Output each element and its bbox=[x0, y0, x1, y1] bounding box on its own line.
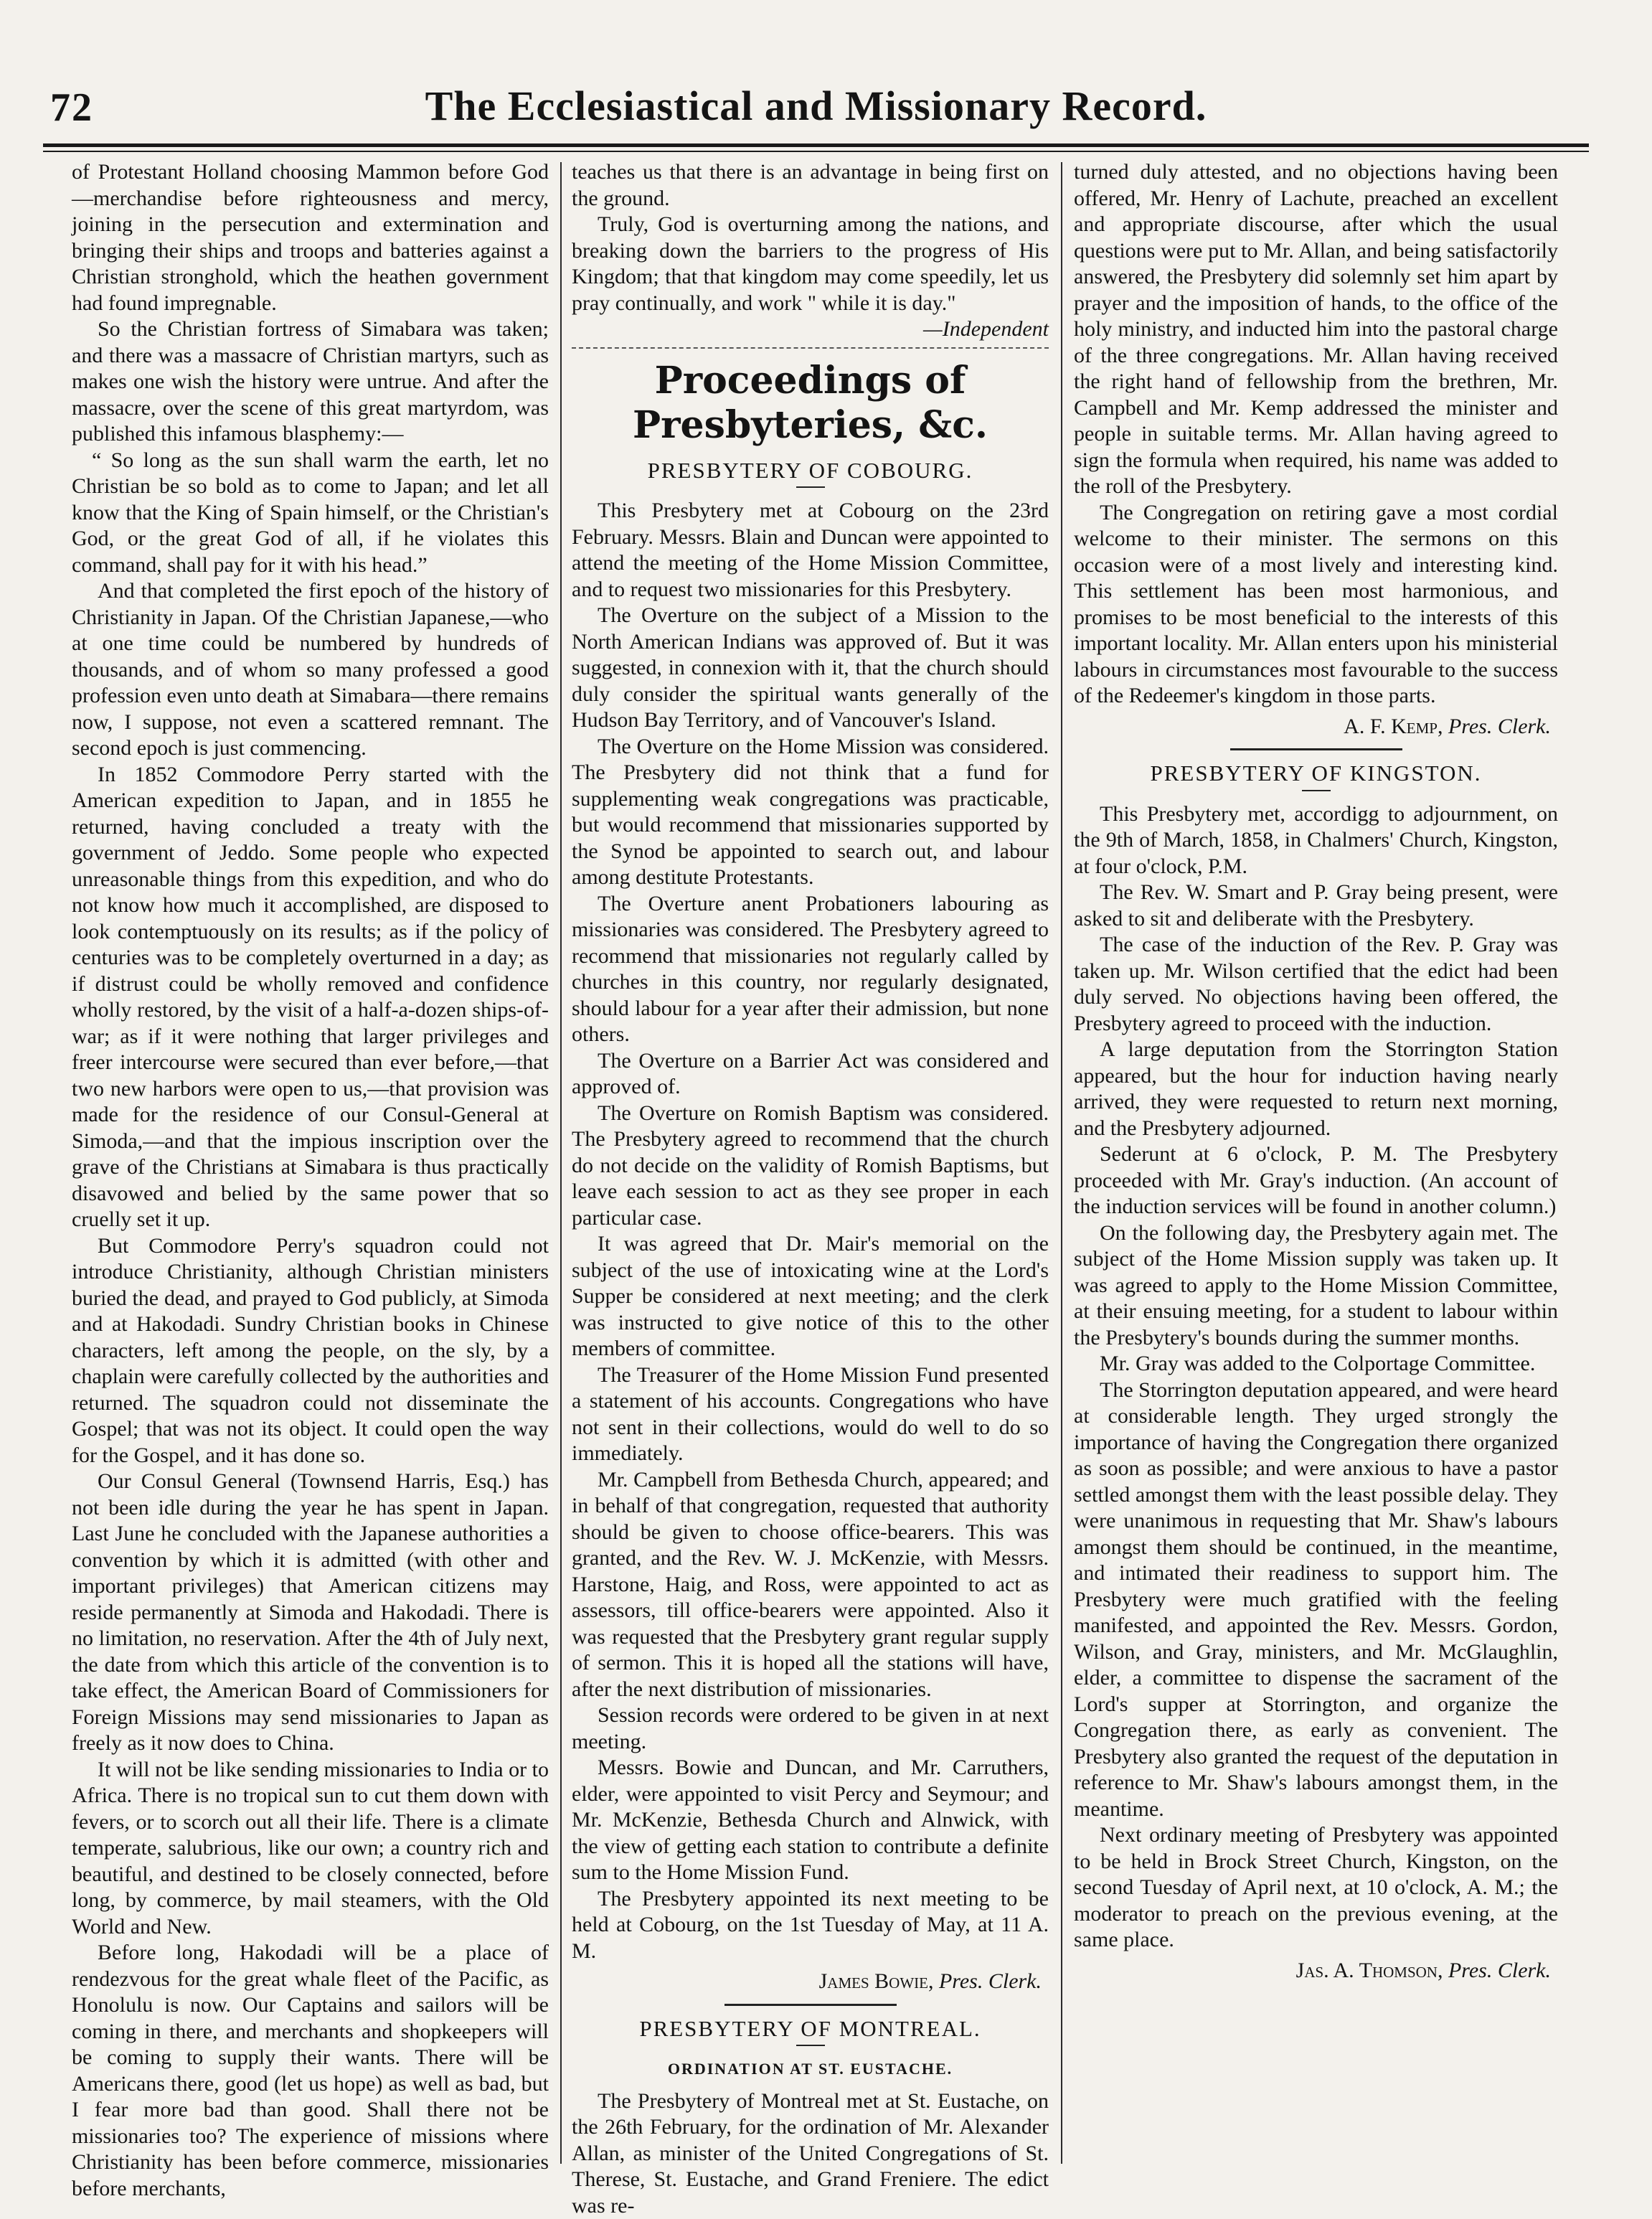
paragraph: The Overture on Romish Baptism was considered. The Presbytery agreed to recommend that the church do not decide on the validity of Romish Baptisms, but leave each session to act as they see proper in each particular case. bbox=[572, 1101, 1049, 1232]
paragraph: The Congregation on retiring gave a most cordial welcome to their minister. The sermons on this occasion were of a most lively and interesting kind. This settlement has been most harmonious, and promises to be most beneficial to the interests of this important locality. Mr. Allan enters upon his ministerial labours in circumstances most favourable to the success of the Redeemer's kingdom in those parts. bbox=[1074, 500, 1558, 710]
montreal-title: PRESBYTERY OF MONTREAL. bbox=[572, 2016, 1049, 2043]
paragraph: Mr. Campbell from Bethesda Church, appeared; and in behalf of that congregation, requested that authority should be given to choose office-bearers. This was granted, and the Rev. W. J. McKenzie, with Messrs. Harstone, Haig, and Ross, were appointed to act as assessors, till office-bearers were appointed. Also it was requested that the Presbytery grant regular supply of sermon. This it is hoped all the stations will have, after the next distribution of missionaries. bbox=[572, 1467, 1049, 1703]
section-rule bbox=[724, 2004, 897, 2006]
signature-title: Pres. Clerk. bbox=[939, 1969, 1042, 1993]
paragraph: Sederunt at 6 o'clock, P. M. The Presbytery proceeded with Mr. Gray's induction. (An account of the induction services will be found in another column.) bbox=[1074, 1141, 1558, 1220]
paragraph: But Commodore Perry's squadron could not introduce Christianity, although Christian ministers buried the dead, and prayed to God publicly, at Simoda and at Hakodadi. Sundry Christian books in Chinese characters, left among the people, on the sly, by a chaplain were carefully collected by the authorities and returned. The squadron could not disseminate the Gospel; that was not its object. It could open the way for the Gospel, and it has done so. bbox=[72, 1233, 549, 1469]
title-rule bbox=[1302, 790, 1331, 791]
column-3 bbox=[1074, 159, 1558, 2168]
paragraph: turned duly attested, and no objections having been offered, Mr. Henry of Lachute, preached an excellent and appropriate discourse, after which the usual questions were put to Mr. Allan, and being satisfactorily answered, the Presbytery did solemnly set him apart by prayer and the imposition of hands, to the office of the holy ministry, and inducted him into the pastoral charge of the three congregations. Mr. Allan having received the right hand of fellowship from the brethren, Mr. Campbell and Mr. Kemp addressed the minister and people in suitable terms. Mr. Allan having agreed to sign the formula when required, his name was added to the roll of the Presbytery. bbox=[1074, 159, 1558, 500]
paragraph: It was agreed that Dr. Mair's memorial on the subject of the use of intoxicating wine at the Lord's Supper be considered at next meeting; and the clerk was instructed to give notice of this to the other members of committee. bbox=[572, 1231, 1049, 1362]
column-divider bbox=[560, 162, 562, 2164]
paragraph: It will not be like sending missionaries to India or to Africa. There is no tropical sun to cut them down with fevers, or to scorch out all their life. There is a climate temperate, salubrious, like our own; a country rich and beautiful, and destined to be closely connected, before long, by commerce, by mail steamers, with the Old World and New. bbox=[72, 1757, 549, 1941]
source-byline: —Independent bbox=[572, 316, 1049, 343]
paragraph: The Presbytery of Montreal met at St. Eustache, on the 26th February, for the ordination of Mr. Alexander Allan, as minister of the United Congregations of St. Therese, St. Eustache, and Grand Freniere. The edict was re- bbox=[572, 2088, 1049, 2219]
paragraph: Truly, God is overturning among the nations, and breaking down the barriers to the progress of His Kingdom; that that kingdom may come speedily, let us pray continually, and work " while it is day." bbox=[572, 212, 1049, 316]
signature-title: Pres. Clerk. bbox=[1448, 715, 1551, 738]
column-divider bbox=[1061, 162, 1062, 2164]
journal-title: The Ecclesiastical and Missionary Record. bbox=[43, 82, 1589, 130]
page-number: 72 bbox=[50, 85, 93, 131]
title-rule bbox=[796, 2045, 825, 2046]
paragraph: The Presbytery appointed its next meeting to be held at Cobourg, on the 1st Tuesday of May, at 11 A. M. bbox=[572, 1886, 1049, 1965]
kingston-title: PRESBYTERY OF KINGSTON. bbox=[1074, 760, 1558, 787]
kingston-signature bbox=[1074, 1958, 1551, 1984]
paragraph: The Overture anent Probationers labouring as missionaries was considered. The Presbytery agreed to recommend that missionaries not regularly called by churches in this country, nor regularly designated, should labour for a year after their admission, but none others. bbox=[572, 891, 1049, 1048]
paragraph: This Presbytery met, accordigg to adjournment, on the 9th of March, 1858, in Chalmers' Church, Kingston, at four o'clock, P.M. bbox=[1074, 801, 1558, 880]
header-rule-thin bbox=[43, 151, 1589, 152]
montreal-subtitle: ORDINATION AT ST. EUSTACHE. bbox=[572, 2056, 1049, 2083]
paragraph: On the following day, the Presbytery again met. The subject of the Home Mission supply was taken up. It was agreed to apply to the Home Mission Committee, at their ensuing meeting, for a student to labour within the Presbytery's bounds during the summer months. bbox=[1074, 1220, 1558, 1352]
signature-title: Pres. Clerk. bbox=[1448, 1959, 1551, 1982]
paragraph: Our Consul General (Townsend Harris, Esq.) has not been idle during the year he has spent in Japan. Last June he concluded with the Japanese authorities a convention by which it is admitted (with other and important privileges) that American citizens may reside permanently at Simoda and Hakodadi. There is no limitation, no reservation. After the 4th of July next, the date from which this article of the convention is to take effect, the American Board of Commissioners for Foreign Missions may send missionaries to Japan as freely as it now does to China. bbox=[72, 1469, 549, 1757]
paragraph: Messrs. Bowie and Duncan, and Mr. Carruthers, elder, were appointed to visit Percy and Seymour; and Mr. McKenzie, Bethesda Church and Alnwick, with the view of getting each station to contribute a definite sum to the Home Mission Fund. bbox=[572, 1755, 1049, 1886]
paragraph: A large deputation from the Storrington Station appeared, but the hour for induction having nearly arrived, they were requested to return next morning, and the Presbytery adjourned. bbox=[1074, 1037, 1558, 1141]
paragraph: Next ordinary meeting of Presbytery was appointed to be held in Brock Street Church, Kingston, on the second Tuesday of April next, at 10 o'clock, A. M.; the moderator to preach on the previous evening, at the same place. bbox=[1074, 1822, 1558, 1954]
signature-name: Jas. A. Thomson, bbox=[1296, 1959, 1443, 1982]
page-header bbox=[43, 72, 1589, 151]
blasphemy-quote: “ So long as the sun shall warm the earth, let no Christian be so bold as to come to Japan; and let all know that the King of Spain himself, or the Christian's God, or the great God of all, if he violates this command, shall pay for it with his head.” bbox=[72, 448, 549, 579]
column-2 bbox=[572, 159, 1049, 2168]
paragraph: Session records were ordered to be given in at next meeting. bbox=[572, 1702, 1049, 1755]
paragraph: The Rev. W. Smart and P. Gray being present, were asked to sit and deliberate with the Presbytery. bbox=[1074, 880, 1558, 932]
paragraph: teaches us that there is an advantage in being first on the ground. bbox=[572, 159, 1049, 212]
cobourg-signature bbox=[572, 1969, 1042, 1995]
paragraph: The Storrington deputation appeared, and were heard at considerable length. They urged strongly the importance of having the Congregation there organized as soon as possible; and were anxious to have a pastor settled amongst them with the least possible delay. They were unanimous in requesting that Mr. Shaw's labours amongst them should be continued, in the meantime, and intimated their readiness to support him. The Presbytery were much gratified with the feeling manifested, and appointed the Rev. Messrs. Gordon, Wilson, and Gray, ministers, and Mr. McGlaughlin, elder, a committee to dispense the sacrament of the Lord's supper at Storrington, and organize the Congregation there, as early as convenient. The Presbytery also granted the request of the deputation in reference to Mr. Shaw's labours amongst them, in the meantime. bbox=[1074, 1377, 1558, 1823]
paragraph: The Overture on a Barrier Act was considered and approved of. bbox=[572, 1048, 1049, 1101]
paragraph: The Treasurer of the Home Mission Fund presented a statement of his accounts. Congregations who have not sent in their collections, would do well to do so immediately. bbox=[572, 1362, 1049, 1467]
paragraph: Before long, Hakodadi will be a place of rendezvous for the great whale fleet of the Pacific, as Honolulu is now. Our Captains and sailors will be coming in there, and merchants and shopkeepers will be coming to supply their wants. There will be Americans there, good (let us hope) as well as bad, but I fear more bad than good. Shall there not be missionaries too? The experience of missions where Christianity has been before commerce, missionaries before merchants, bbox=[72, 1940, 549, 2202]
section-heading: Proceedings of Presbyteries, &c. bbox=[572, 359, 1049, 448]
signature-name: A. F. Kemp, bbox=[1344, 715, 1443, 738]
paragraph: of Protestant Holland choosing Mammon before God—merchandise before righteousness and mercy, joining in the persecution and extermination and bringing their ships and troops and batteries against a Christian stronghold, which the heathen government had found impregnable. bbox=[72, 159, 549, 316]
paragraph: The Overture on the Home Mission was considered. The Presbytery did not think that a fund for supplementing weak congregations was practicable, but would recommend that missionaries supported by the Synod be appointed to search out, and labour among destitute Protestants. bbox=[572, 734, 1049, 891]
signature-name: James Bowie, bbox=[819, 1969, 934, 1993]
paragraph: The case of the induction of the Rev. P. Gray was taken up. Mr. Wilson certified that the edict had been duly served. No objections having been offered, the Presbytery agreed to proceed with the induction. bbox=[1074, 932, 1558, 1037]
header-rule bbox=[43, 143, 1589, 147]
paragraph: The Overture on the subject of a Mission to the North American Indians was approved of. But it was suggested, in connexion with it, that the church should duly consider the spiritual wants generally of the Hudson Bay Territory, and of Vancouver's Island. bbox=[572, 603, 1049, 734]
paragraph: Mr. Gray was added to the Colportage Committee. bbox=[1074, 1351, 1558, 1377]
cobourg-title: PRESBYTERY OF COBOURG. bbox=[572, 458, 1049, 484]
paragraph: So the Christian fortress of Simabara was taken; and there was a massacre of Christian martyrs, such as makes one wish the history were untrue. And after the massacre, over the scene of this great martyrdom, was published this infamous blasphemy:— bbox=[72, 316, 549, 448]
title-rule bbox=[796, 486, 825, 488]
paragraph: In 1852 Commodore Perry started with the American expedition to Japan, and in 1855 he returned, having concluded a treaty with the government of Jeddo. Some people who expected unreasonable things from this expedition, and who do not know how much it accomplished, are disposed to look contemptuously on its results; as if the policy of centuries was to be completely overturned in a day; as if distrust could be wholly removed and confidence wholly restored, by the visit of a half-a-dozen ships-of-war; as if it were nothing that larger privileges and freer intercourse were secured than ever before,—that two new harbors were open to us,—that provision was made for the residence of our Consul-General at Simoda,—and that the impious inscription over the grave of the Christians at Simabara is thus practically disavowed and belied by the same power that so cruelly set it up. bbox=[72, 762, 549, 1233]
paragraph: And that completed the first epoch of the history of Christianity in Japan. Of the Christian Japanese,—who at one time could be numbered by hundreds of thousands, and of whom so many professed a good profession even unto death at Simabara—there remains now, I suppose, not even a scattered remnant. The second epoch is just commencing. bbox=[72, 578, 549, 762]
montreal-signature bbox=[1074, 714, 1551, 740]
paragraph: This Presbytery met at Cobourg on the 23rd February. Messrs. Blain and Duncan were appointed to attend the meeting of the Home Mission Committee, and to request two missionaries for this Presbytery. bbox=[572, 498, 1049, 603]
section-rule bbox=[572, 347, 1049, 349]
column-1 bbox=[72, 159, 549, 2168]
section-rule bbox=[1230, 748, 1402, 750]
